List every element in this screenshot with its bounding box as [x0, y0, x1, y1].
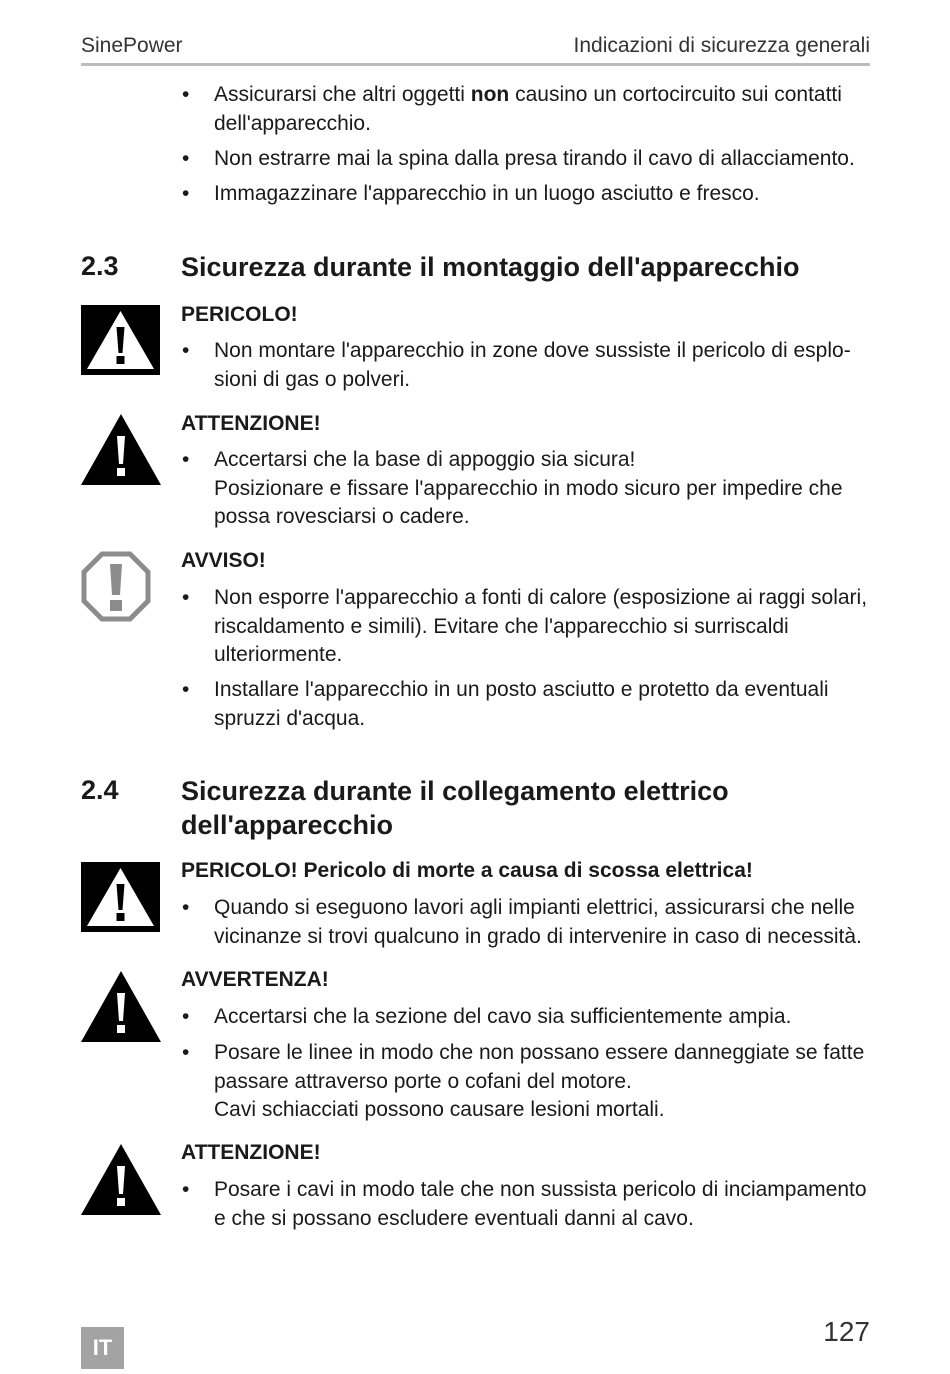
page-number: 127: [823, 1316, 870, 1347]
list-item: • Accertarsi che la sezione del cavo sia sufficientemente ampia.: [214, 1003, 874, 1032]
danger-warning-icon: [81, 862, 160, 932]
section-title: Sicurezza durante il collegamento elettrico dell'apparecchio: [181, 776, 729, 840]
language-badge: IT: [81, 1327, 124, 1369]
list-item: • Immagazzinare l'apparecchio in un luogo asciutto e fresco.: [214, 180, 874, 209]
caution-label: ATTENZIONE!: [181, 1141, 321, 1164]
list-item: • Posare i cavi in modo tale che non sussista pericolo di inciampamento e che si possano escludere eventuali danni al cavo.: [214, 1176, 874, 1233]
list-item: • Installare l'apparecchio in un posto asciutto e protetto da eventuali spruzzi d'acqua.: [214, 676, 874, 733]
list-item: • Posare le linee in modo che non possano essere danneggiate se fatte passare attraverso porte o cofani del motore. Cavi schiacciati possono causare lesioni mortali.: [214, 1039, 874, 1125]
list-item: • Non esporre l'apparecchio a fonti di calore (esposizione ai raggi solari, riscaldamento e simili). Evitare che l'apparecchio si surriscaldi ulteriormente.: [214, 584, 874, 670]
notice-octagon-icon: [81, 551, 151, 622]
danger-label: PERICOLO!: [181, 303, 298, 326]
caution-triangle-icon: [81, 414, 161, 485]
page-header: [81, 30, 870, 66]
header-product-name: SinePower: [81, 34, 183, 57]
danger-label: PERICOLO! Pericolo di morte a causa di scossa elettrica!: [181, 859, 753, 882]
section-number: 2.3: [81, 251, 119, 281]
caution-label: ATTENZIONE!: [181, 412, 321, 435]
danger-warning-icon: [81, 305, 160, 375]
list-item: • Non estrarre mai la spina dalla presa tirando il cavo di allacciamento.: [214, 145, 874, 174]
list-item: • Quando si eseguono lavori agli impianti elettrici, assicurarsi che nelle vicinanze si trovi qualcuno in grado di intervenire in caso di necessità.: [214, 894, 874, 951]
list-item: • Accertarsi che la base di appoggio sia sicura! Posizionare e fissare l'apparecchio in modo sicuro per impedire che possa rovesciarsi o cadere.: [214, 446, 874, 532]
section-title: Sicurezza durante il montaggio dell'apparecchio: [181, 252, 800, 282]
caution-triangle-icon: [81, 1144, 161, 1215]
warning-label: AVVERTENZA!: [181, 968, 329, 991]
warning-triangle-icon: [81, 971, 161, 1042]
list-item: • Assicurarsi che altri oggetti non causino un cortocircuito sui contatti dell'apparecchio.: [214, 81, 874, 138]
header-chapter-title: Indicazioni di sicurezza generali: [573, 34, 870, 57]
list-item: • Non montare l'apparecchio in zone dove sussiste il pericolo di esplo-sioni di gas o polveri.: [214, 337, 874, 394]
section-number: 2.4: [81, 775, 119, 805]
notice-label: AVVISO!: [181, 549, 266, 572]
